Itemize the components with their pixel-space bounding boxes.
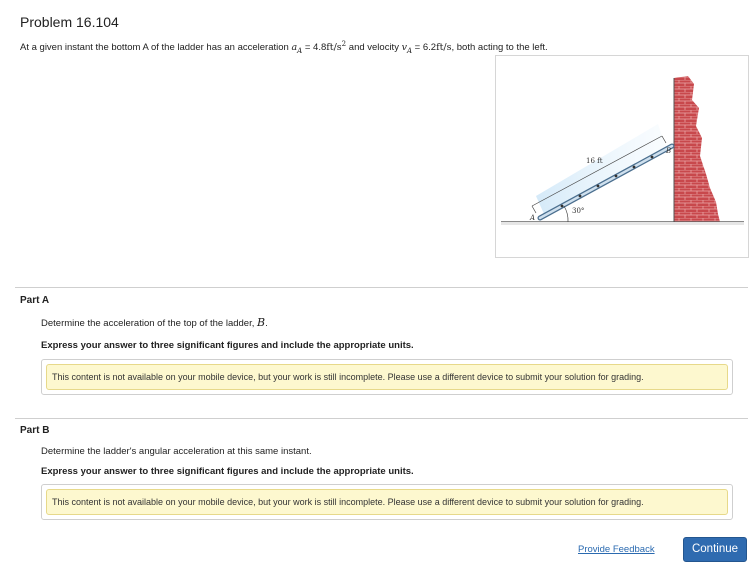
part-b-question: Determine the ladder's angular acceleration at this same instant. bbox=[41, 446, 312, 457]
label-angle: 30° bbox=[572, 207, 585, 215]
statement-mid: and velocity bbox=[348, 42, 399, 54]
part-b-notice-text: This content is not available on your mobile device, but your work is still incomplete. Please use a different device to submit your solution for grading. bbox=[46, 489, 728, 515]
dimension-line bbox=[532, 136, 662, 206]
accel-unit: $ft/s^2$ bbox=[326, 40, 347, 54]
angle-arc bbox=[564, 206, 568, 222]
brick-wall bbox=[674, 76, 720, 222]
part-b-title: Part B bbox=[20, 425, 50, 436]
accel-symbol: $a_A$ bbox=[291, 42, 303, 56]
part-a-instruction: Express your answer to three significant figures and include the appropriate units. bbox=[41, 340, 414, 351]
statement-post: , both acting to the left. bbox=[451, 42, 548, 54]
part-a-question: Determine the acceleration of the top of the ladder, B. bbox=[41, 316, 268, 329]
section-divider bbox=[15, 287, 748, 288]
ladder-diagram bbox=[496, 56, 748, 257]
vel-symbol: $v_A$ bbox=[401, 42, 413, 56]
page-title: Problem 16.104 bbox=[20, 14, 119, 30]
part-a-notice-text: This content is not available on your mobile device, but your work is still incomplete. Please use a different device to submit your solution for grading. bbox=[46, 364, 728, 390]
vel-value: = 6.2 bbox=[414, 42, 437, 54]
part-b-notice bbox=[41, 484, 733, 520]
part-b-instruction: Express your answer to three significant figures and include the appropriate units. bbox=[41, 466, 414, 477]
problem-statement bbox=[20, 40, 548, 55]
label-b: B bbox=[666, 147, 672, 155]
label-length: 16 ft bbox=[586, 157, 603, 165]
section-divider bbox=[15, 418, 748, 419]
continue-button[interactable]: Continue bbox=[683, 537, 747, 562]
part-a-notice bbox=[41, 359, 733, 395]
accel-value: = 4.8 bbox=[304, 42, 327, 54]
label-a: A bbox=[530, 214, 536, 222]
statement-pre: At a given instant the bottom A of the ladder has an acceleration bbox=[20, 42, 289, 54]
provide-feedback-link[interactable]: Provide Feedback bbox=[578, 544, 655, 555]
ladder-figure bbox=[495, 55, 749, 258]
vel-unit: ft/s bbox=[436, 42, 452, 54]
part-a-title: Part A bbox=[20, 295, 50, 306]
